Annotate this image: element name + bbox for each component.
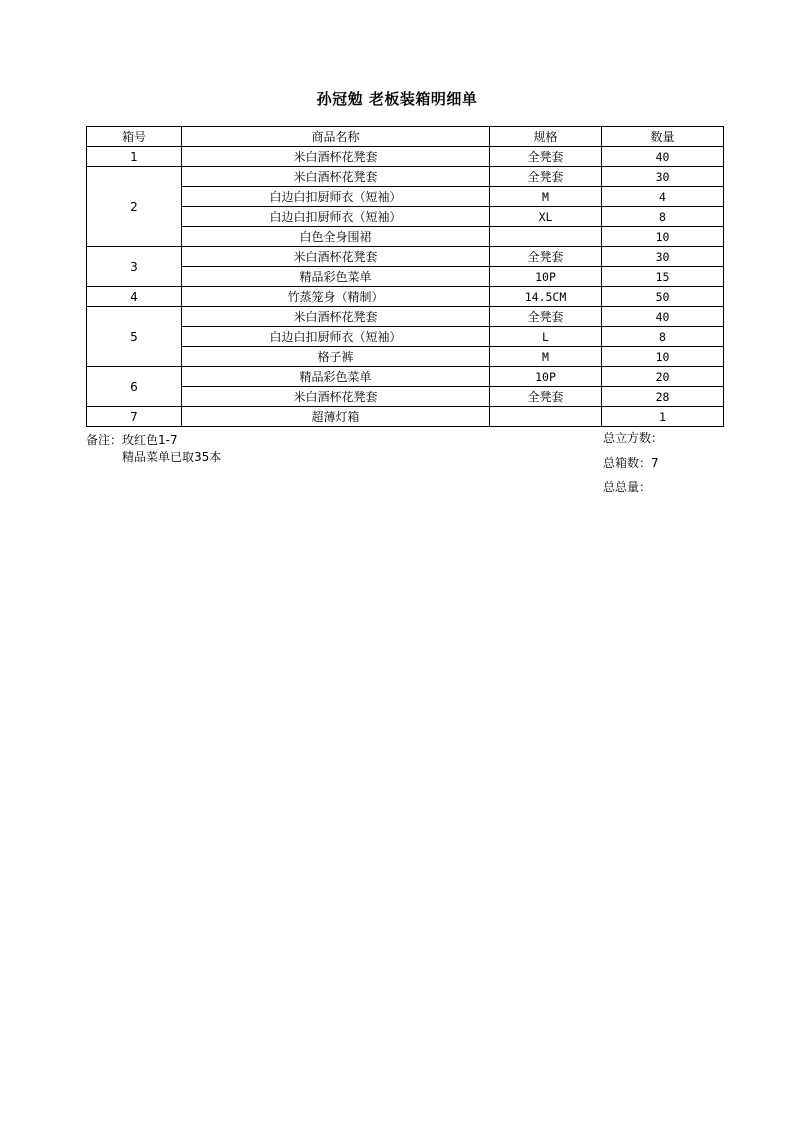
table-row [87,167,724,187]
cell-quantity: 40 [602,147,724,167]
cell-spec: 全凳套 [490,167,602,187]
cell-product-name: 米白酒杯花凳套 [182,387,490,407]
cell-quantity: 8 [602,327,724,347]
cell-product-name: 白色全身围裙 [182,227,490,247]
table-row [87,407,724,427]
table-row [87,147,724,167]
cell-spec: L [490,327,602,347]
cell-quantity: 8 [602,207,724,227]
table-row [87,227,724,247]
cell-spec: 10P [490,267,602,287]
cell-quantity: 4 [602,187,724,207]
cell-box-number: 5 [87,307,182,367]
table-row [87,247,724,267]
cell-spec: 全凳套 [490,387,602,407]
cell-box-number: 7 [87,407,182,427]
cell-quantity: 10 [602,227,724,247]
remark-line-2: 精品菜单已取35本 [122,450,222,464]
cell-product-name: 米白酒杯花凳套 [182,307,490,327]
cell-product-name: 白边白扣厨师衣（短袖） [182,207,490,227]
cell-quantity: 1 [602,407,724,427]
remarks-block [86,432,221,466]
total-volume-label: 总立方数： [603,431,664,445]
cell-spec: 全凳套 [490,307,602,327]
cell-spec: 14.5CM [490,287,602,307]
cell-spec: M [490,187,602,207]
cell-product-name: 格子裤 [182,347,490,367]
packing-list-table [86,126,724,427]
cell-product-name: 竹蒸笼身（精制） [182,287,490,307]
cell-product-name: 超薄灯箱 [182,407,490,427]
header-spec: 规格 [490,127,602,147]
cell-product-name: 米白酒杯花凳套 [182,247,490,267]
cell-quantity: 15 [602,267,724,287]
cell-spec: M [490,347,602,367]
cell-product-name: 米白酒杯花凳套 [182,167,490,187]
cell-product-name: 白边白扣厨师衣（短袖） [182,327,490,347]
table-row [87,307,724,327]
cell-box-number: 3 [87,247,182,287]
cell-quantity: 30 [602,247,724,267]
table-row [87,207,724,227]
header-product-name: 商品名称 [182,127,490,147]
cell-product-name: 白边白扣厨师衣（短袖） [182,187,490,207]
cell-box-number: 1 [87,147,182,167]
cell-quantity: 50 [602,287,724,307]
cell-spec: XL [490,207,602,227]
cell-product-name: 精品彩色菜单 [182,367,490,387]
table-row [87,267,724,287]
cell-quantity: 30 [602,167,724,187]
table-row [87,387,724,407]
cell-box-number: 2 [87,167,182,247]
cell-quantity: 40 [602,307,724,327]
table-row [87,187,724,207]
total-boxes-label: 总箱数：7 [603,455,659,470]
remark-line-1: 备注：玫红色1-7 [86,433,178,447]
cell-spec: 全凳套 [490,247,602,267]
document-title: 孙冠勉 老板装箱明细单 [316,90,478,108]
cell-product-name: 米白酒杯花凳套 [182,147,490,167]
header-box-number: 箱号 [87,127,182,147]
cell-quantity: 10 [602,347,724,367]
table-row [87,327,724,347]
table-header-row [87,127,724,147]
header-quantity: 数量 [602,127,724,147]
cell-quantity: 20 [602,367,724,387]
totals-block [603,429,663,503]
table-row [87,347,724,367]
total-weight-label: 总总量： [603,480,652,494]
cell-box-number: 6 [87,367,182,407]
cell-product-name: 精品彩色菜单 [182,267,490,287]
cell-spec [490,227,602,247]
table-row [87,287,724,307]
cell-quantity: 28 [602,387,724,407]
cell-box-number: 4 [87,287,182,307]
cell-spec: 全凳套 [490,147,602,167]
cell-spec [490,407,602,427]
cell-spec: 10P [490,367,602,387]
table-row [87,367,724,387]
